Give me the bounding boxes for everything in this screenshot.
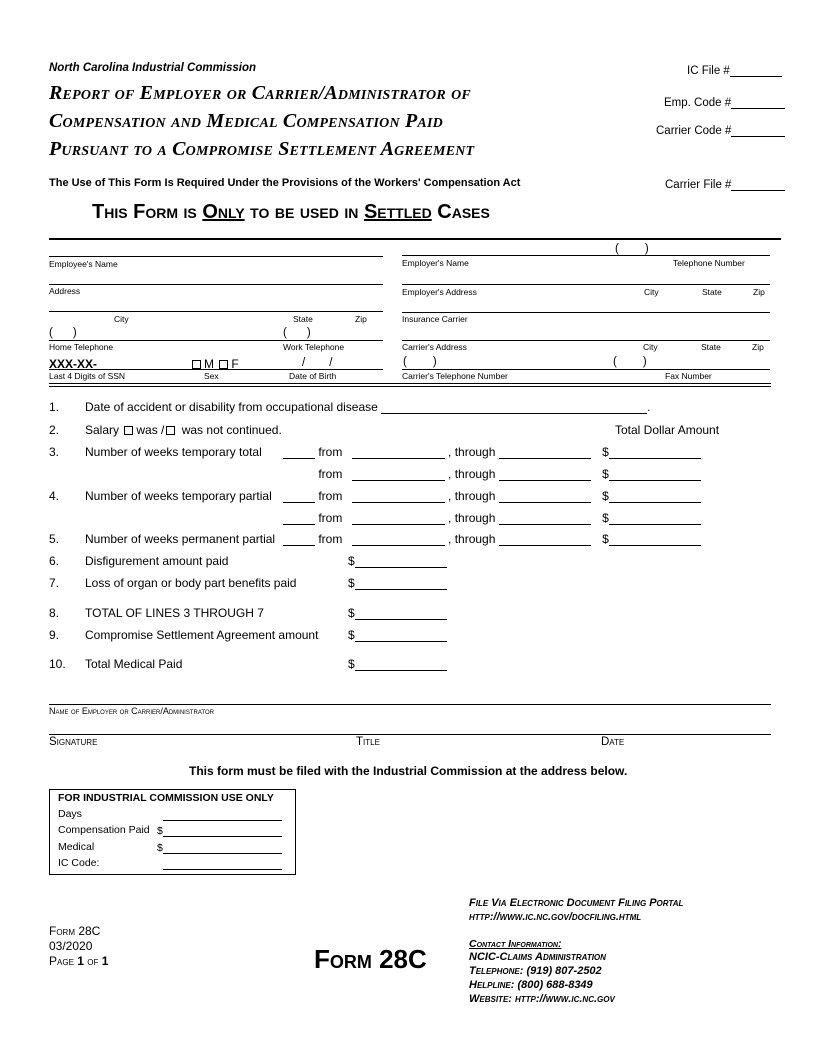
employer-zip-label: Zip [753, 287, 765, 297]
page-number: Page 1 of 1 [49, 954, 109, 968]
contact-org: NCIC-Claims Administration [469, 951, 606, 963]
item-5-number: 5. [49, 532, 60, 546]
form-number: Form 28C [49, 924, 101, 938]
home-phone-area[interactable]: ( ) [49, 327, 77, 339]
employer-state-label: State [702, 287, 722, 297]
carrier-code-field[interactable]: Carrier Code # [656, 124, 785, 137]
carrier-state-label: State [701, 342, 721, 352]
home-telephone-label: Home Telephone [49, 342, 114, 352]
contact-website[interactable]: Website: http://www.ic.nc.gov [469, 993, 615, 1005]
employer-name-label: Employer's Name [402, 258, 469, 268]
sex-label: Sex [204, 371, 219, 381]
carrier-file-field[interactable]: Carrier File # [665, 178, 785, 191]
carrier-phone-line [402, 369, 770, 370]
ic-days-field[interactable] [163, 808, 282, 821]
item-10-amount[interactable]: $ [348, 657, 447, 671]
item-3-number: 3. [49, 445, 60, 459]
form-date: 03/2020 [49, 939, 93, 953]
ic-comp-paid-label: Compensation Paid [58, 824, 150, 836]
telephone-line [49, 340, 383, 341]
item-2-salary: Salary was / was not continued. [85, 423, 282, 437]
ic-use-heading: FOR INDUSTRIAL COMMISSION USE ONLY [58, 792, 274, 804]
dob-label: Date of Birth [289, 371, 337, 381]
item-1-date-of-accident[interactable]: Date of accident or disability from occupational disease . [85, 400, 651, 414]
form-28c-large: Form 28C [314, 944, 427, 974]
carrier-zip-label: Zip [752, 342, 764, 352]
emp-code-field[interactable]: Emp. Code # [664, 96, 785, 109]
item-5-weeks-row[interactable]: from , through $ [283, 532, 701, 546]
employee-name-label: Employee's Name [49, 259, 118, 269]
item-8-label: TOTAL OF LINES 3 THROUGH 7 [85, 606, 264, 620]
contact-helpline: Helpline: (800) 688-8349 [469, 979, 593, 991]
carrier-telephone-label: Carrier's Telephone Number [402, 371, 508, 381]
item-6-label: Disfigurement amount paid [85, 554, 229, 568]
carrier-address-label: Carrier's Address [402, 342, 467, 352]
employee-name-line[interactable] [49, 256, 383, 257]
title-label: Title [356, 736, 380, 748]
item-9-amount[interactable]: $ [348, 628, 447, 642]
efile-heading: File Via Electronic Document Filing Portal [469, 897, 684, 909]
form-title-line-1: Report of Employer or Carrier/Administrator of [49, 82, 471, 104]
section-rule-top [49, 383, 771, 384]
sex-f-checkbox[interactable] [219, 360, 228, 369]
address-line[interactable] [49, 284, 383, 285]
item-4-weeks-row-1[interactable]: from , through $ [283, 489, 701, 503]
item-8-amount[interactable]: $ [348, 606, 447, 620]
fax-number-label: Fax Number [665, 371, 712, 381]
item-4-weeks-row-2[interactable]: from , through $ [283, 511, 701, 525]
form-title-line-2: Compensation and Medical Compensation Paid [49, 110, 443, 132]
employer-carrier-name-label: Name of Employer or Carrier/Administrator [49, 706, 214, 716]
city-label: City [114, 314, 129, 324]
item-9-number: 9. [49, 628, 60, 642]
total-dollar-amount-header: Total Dollar Amount [615, 423, 720, 437]
agency-name: North Carolina Industrial Commission [49, 62, 257, 74]
item-7-label: Loss of organ or body part benefits paid [85, 576, 297, 590]
employer-address-label: Employer's Address [402, 287, 477, 297]
carrier-address-line[interactable] [402, 340, 770, 341]
ic-file-field[interactable]: IC File # [687, 64, 782, 77]
item-10-label: Total Medical Paid [85, 657, 183, 671]
item-7-amount[interactable]: $ [348, 576, 447, 590]
item-6-amount[interactable]: $ [348, 554, 447, 568]
fax-area[interactable]: ( ) [613, 356, 647, 368]
item-1-number: 1. [49, 400, 60, 414]
efile-url[interactable]: http://www.ic.nc.gov/docfiling.html [469, 911, 642, 923]
zip-label: Zip [355, 314, 367, 324]
sex-m-checkbox[interactable] [192, 360, 201, 369]
item-4-number: 4. [49, 489, 60, 503]
work-telephone-label: Work Telephone [283, 342, 345, 352]
ic-days-label: Days [58, 808, 82, 820]
city-state-zip-line[interactable] [49, 311, 383, 312]
insurance-carrier-line[interactable] [402, 312, 770, 313]
required-note: The Use of This Form Is Required Under the Provisions of the Workers' Compensation Act [49, 177, 521, 189]
dob-field[interactable]: / / [302, 357, 333, 369]
salary-not-continued-checkbox[interactable] [166, 426, 175, 435]
employer-phone-area[interactable]: ( ) [615, 243, 649, 255]
work-phone-area[interactable]: ( ) [283, 327, 311, 339]
carrier-city-label: City [643, 342, 658, 352]
filing-note: This form must be filed with the Industrial Commission at the address below. [189, 764, 628, 778]
item-3-weeks-row-2[interactable]: from , through $ [283, 467, 701, 481]
settled-cases-banner: This Form is Only to be used in Settled Cases [92, 201, 490, 223]
item-6-number: 6. [49, 554, 60, 568]
signature-label: Signature [49, 736, 98, 748]
state-label: State [293, 314, 313, 324]
employer-address-line[interactable] [402, 284, 770, 285]
section-rule-bottom [49, 386, 771, 387]
ic-code-label: IC Code: [58, 857, 100, 869]
ssn-line [49, 369, 383, 370]
header-rule [49, 238, 781, 240]
ic-comp-paid-field[interactable]: $ [157, 824, 282, 837]
ssn-label: Last 4 Digits of SSN [49, 371, 126, 381]
contact-telephone: Telephone: (919) 807-2502 [469, 965, 602, 977]
employer-name-line[interactable] [402, 255, 770, 256]
item-8-number: 8. [49, 606, 60, 620]
employer-city-label: City [644, 287, 659, 297]
item-7-number: 7. [49, 576, 60, 590]
sex-field: M F [190, 357, 239, 371]
salary-continued-checkbox[interactable] [124, 426, 133, 435]
item-3-label: Number of weeks temporary total [85, 445, 262, 459]
address-label: Address [49, 286, 81, 296]
item-5-label: Number of weeks permanent partial [85, 532, 276, 546]
employer-telephone-label: Telephone Number [673, 258, 745, 268]
item-2-number: 2. [49, 423, 60, 437]
signature-line[interactable] [49, 734, 771, 735]
employer-carrier-name-line[interactable] [49, 704, 771, 705]
contact-heading: Contact Information: [469, 938, 562, 950]
item-3-weeks-row-1[interactable]: from , through $ [283, 445, 701, 459]
ic-medical-label: Medical [58, 841, 95, 853]
date-label: Date [601, 736, 625, 748]
ic-code-field[interactable] [163, 857, 282, 870]
ssn-field[interactable]: XXX-XX- [49, 357, 98, 371]
insurance-carrier-label: Insurance Carrier [402, 314, 468, 324]
item-4-label: Number of weeks temporary partial [85, 489, 272, 503]
ic-medical-field[interactable]: $ [157, 841, 282, 854]
form-title-line-3: Pursuant to a Compromise Settlement Agreement [49, 138, 475, 160]
item-10-number: 10. [49, 657, 66, 671]
item-9-label: Compromise Settlement Agreement amount [85, 628, 319, 642]
carrier-phone-area[interactable]: ( ) [403, 356, 437, 368]
